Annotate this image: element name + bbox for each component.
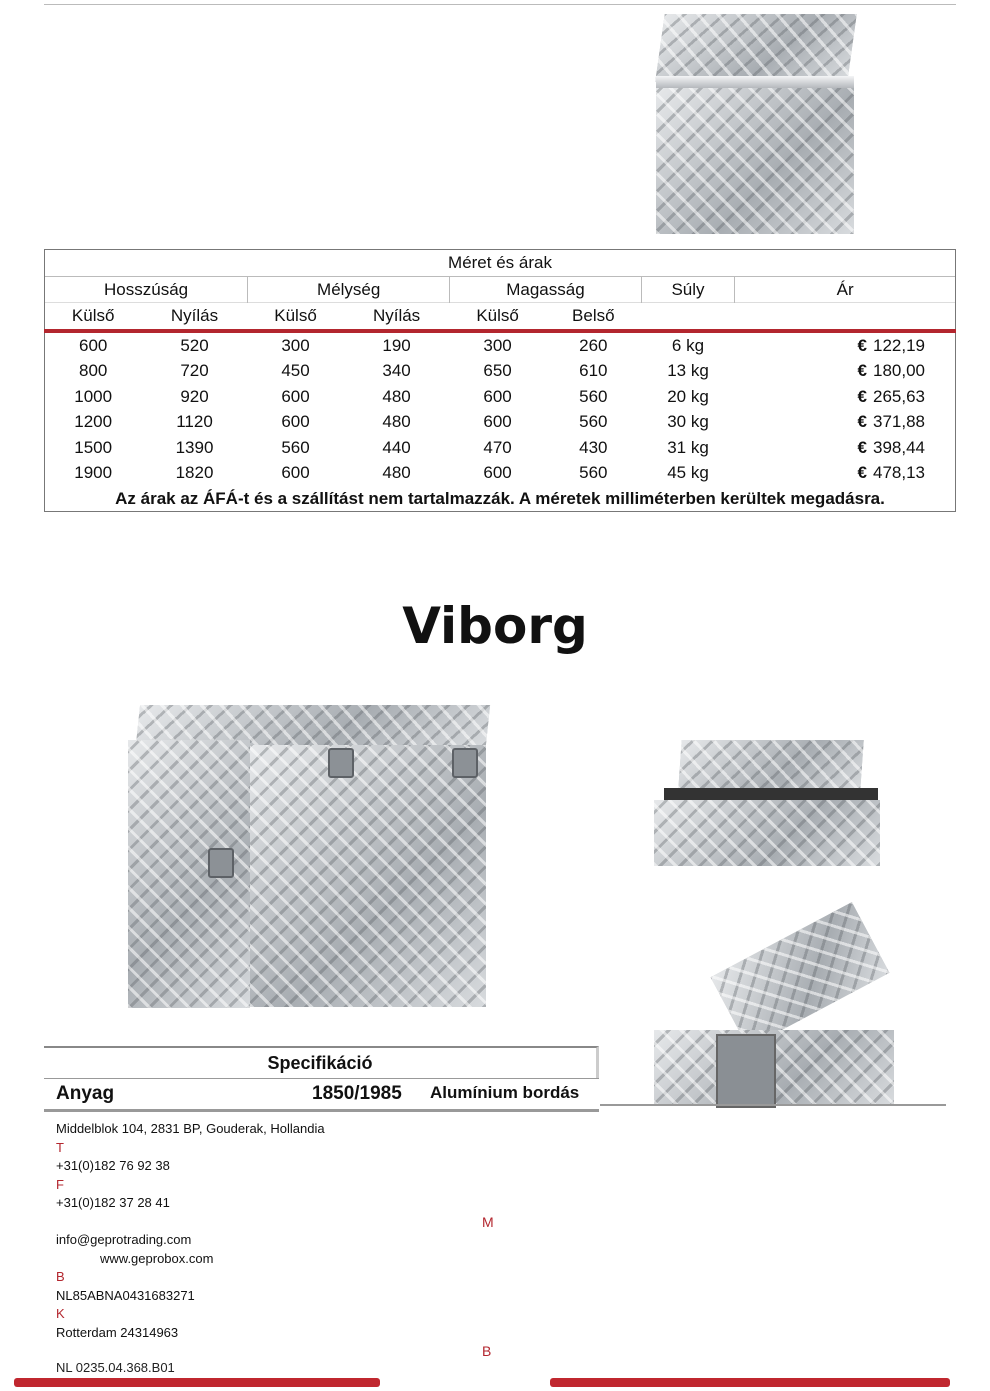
company-website[interactable]: www.geprobox.com: [100, 1250, 214, 1266]
cell-h_in: 560: [579, 412, 608, 432]
spec-size: 1850/1985: [312, 1083, 402, 1104]
price-table: [44, 249, 956, 512]
cell-d_out: 450: [281, 361, 310, 381]
table-row: [45, 384, 956, 410]
euro-icon: €: [857, 412, 867, 432]
cell-h_out: 600: [483, 463, 512, 483]
cell-h_out: 600: [483, 412, 512, 432]
b-label: B: [482, 1343, 492, 1359]
cell-l_out: 1000: [45, 384, 142, 410]
cell-d_out: 600: [281, 463, 310, 483]
product-title: Viborg: [402, 597, 588, 655]
spec-rule: [600, 1104, 946, 1106]
cell-l_out: 1900: [45, 460, 142, 486]
header-weight: Súly: [641, 276, 735, 303]
spec-title: Specifikáció: [44, 1046, 599, 1078]
price-value: 180,00: [873, 361, 925, 381]
cell-h_in: 260: [579, 335, 608, 355]
price-value: 122,19: [873, 335, 925, 355]
cell-d_out: 600: [281, 386, 310, 406]
spec-row: [44, 1078, 599, 1112]
cell-h_out: 650: [483, 361, 512, 381]
price-note: Az árak az ÁFÁ-t és a szállítást nem tartalmazzák. A méretek milliméterben kerültek megadásra.: [45, 486, 956, 512]
header-depth: Mélység: [248, 276, 450, 303]
cell-h_in: 560: [579, 386, 608, 406]
cell-l_open: 1120: [176, 412, 213, 432]
cell-weight: 31 kg: [667, 437, 709, 457]
sub-inner: Belső: [545, 303, 641, 331]
cell-weight: 13 kg: [667, 361, 709, 381]
company-kvk: Rotterdam 24314963: [56, 1324, 179, 1340]
cell-weight: 45 kg: [667, 463, 709, 483]
cell-price: [735, 435, 956, 461]
spec-material: Alumínium bordás: [430, 1083, 580, 1102]
euro-icon: €: [857, 463, 867, 483]
cell-l_out: 800: [45, 358, 142, 384]
company-phone: +31(0)182 76 92 38: [56, 1158, 170, 1173]
cell-h_out: 470: [483, 437, 512, 457]
cell-d_open: 480: [382, 463, 411, 483]
company-address: Middelblok 104, 2831 BP, Gouderak, Hollandia: [56, 1121, 325, 1136]
cell-price: [735, 358, 956, 384]
spec-label: Anyag: [56, 1083, 115, 1104]
price-value: 478,13: [873, 463, 925, 483]
euro-icon: €: [857, 335, 867, 355]
header-length: Hosszúság: [45, 276, 248, 303]
cell-h_in: 430: [579, 437, 608, 457]
bank-label: B: [56, 1269, 65, 1284]
company-bank: NL85ABNA0431683271: [56, 1287, 195, 1303]
cell-weight: 6 kg: [671, 335, 705, 355]
cell-d_open: 190: [382, 335, 411, 355]
cell-weight: 30 kg: [667, 412, 709, 432]
sub-outer: Külső: [45, 303, 142, 331]
price-value: 371,88: [873, 412, 925, 432]
header-price: Ár: [735, 276, 956, 303]
table-row: [45, 460, 956, 486]
cell-l_out: 1200: [45, 409, 142, 435]
price-table-title: Méret és árak: [45, 250, 956, 277]
cell-d_open: 480: [382, 412, 411, 432]
cell-price: [735, 384, 956, 410]
cell-d_open: 480: [382, 386, 411, 406]
cell-d_out: 600: [281, 412, 310, 432]
cell-l_open: 1820: [175, 463, 214, 483]
cell-d_open: 440: [382, 437, 411, 457]
euro-icon: €: [857, 437, 867, 457]
footer-bar-right: [550, 1378, 950, 1387]
cell-l_open: 920: [180, 386, 209, 406]
company-fax: +31(0)182 37 28 41: [56, 1195, 170, 1210]
table-row: [45, 331, 956, 359]
cell-h_out: 300: [483, 335, 512, 355]
sub-opening: Nyílás: [141, 303, 247, 331]
company-info: [56, 1120, 325, 1342]
table-row: [45, 358, 956, 384]
phone-label: T: [56, 1139, 64, 1155]
cut-off-text: NL 0235.04.368.B01: [56, 1360, 175, 1375]
cell-d_open: 340: [382, 361, 411, 381]
cell-price: [735, 409, 956, 435]
cell-h_in: 610: [579, 361, 608, 381]
cell-d_out: 560: [281, 437, 310, 457]
euro-icon: €: [857, 361, 867, 381]
footer-bar-left: [14, 1378, 380, 1387]
fax-label: F: [56, 1176, 64, 1192]
price-value: 265,63: [873, 386, 925, 406]
cell-l_out: 1500: [45, 435, 142, 461]
cell-price: [735, 331, 956, 359]
sub-outer: Külső: [450, 303, 546, 331]
table-row: [45, 409, 956, 435]
cell-l_open: 520: [180, 335, 209, 355]
sub-opening: Nyílás: [343, 303, 449, 331]
table-row: [45, 435, 956, 461]
sub-outer: Külső: [248, 303, 344, 331]
header-height: Magasság: [450, 276, 641, 303]
cell-l_out: 600: [45, 331, 142, 359]
kvk-label: K: [56, 1306, 65, 1321]
cell-d_out: 300: [281, 335, 310, 355]
mobile-label: M: [482, 1214, 494, 1230]
company-email[interactable]: info@geprotrading.com: [56, 1232, 192, 1247]
spec-table: [44, 1046, 599, 1112]
euro-icon: €: [857, 386, 867, 406]
cell-price: [735, 460, 956, 486]
price-value: 398,44: [873, 437, 925, 457]
top-rule: [44, 4, 956, 5]
cell-h_in: 560: [579, 463, 608, 483]
cell-weight: 20 kg: [667, 386, 709, 406]
cell-h_out: 600: [483, 386, 512, 406]
cell-l_open: 1390: [175, 437, 214, 457]
cell-l_open: 720: [180, 361, 209, 381]
